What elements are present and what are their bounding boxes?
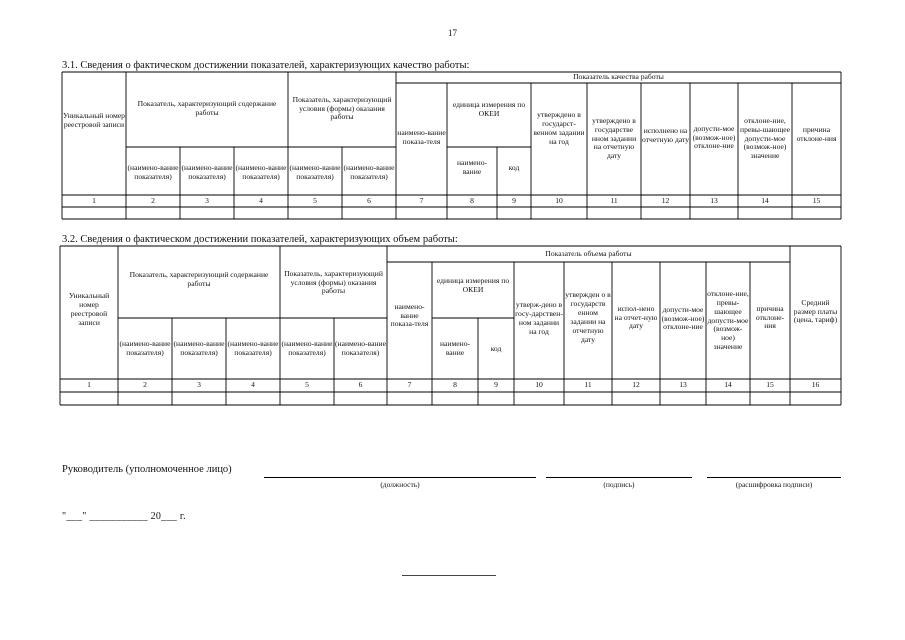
footnote-separator: [402, 575, 496, 576]
header-exceeding-deviation: отклоне-ние, превы-шающее допусти-мое (возмож-ное) значение: [740, 115, 790, 161]
col-num: 5: [305, 380, 309, 390]
header-okei-code: код: [490, 343, 502, 353]
header-indicator-name: наимено-вание показа-теля: [390, 301, 429, 329]
header-volume-group: Показатель объема работы: [545, 249, 632, 259]
header-sub-conditions-1: (наимено-вание показателя): [281, 339, 333, 357]
signature-label: Руководитель (уполномоченное лицо): [62, 464, 232, 475]
header-okei: единица измерения по ОКЕИ: [452, 100, 526, 118]
header-unique-number: Уникальный номер реестровой записи: [63, 111, 125, 129]
col-num: 13: [710, 195, 718, 205]
date-line: "___" ___________ 20___ г.: [62, 511, 186, 522]
signature-caption: (подпись): [603, 480, 635, 489]
col-num: 14: [724, 380, 732, 390]
header-executed: исполнено на отчетную дату: [642, 126, 689, 144]
header-sub-conditions-1: (наимено-вание показателя): [289, 163, 341, 181]
header-sub-content-1: (наимено-вание показателя): [119, 339, 171, 357]
header-approved-period: утверждено в государстве нном задании на отчетную дату: [591, 115, 637, 161]
header-executed: испол-нено на отчет-ную дату: [614, 303, 658, 331]
col-num: 16: [811, 380, 820, 390]
decoding-caption: (расшифровка подписи): [735, 480, 813, 489]
header-conditions-indicator: Показатель, характеризующий условия (формы) оказания работы: [292, 94, 392, 122]
header-conditions-indicator: Показатель, характеризующий условия (формы) оказания работы: [284, 268, 383, 296]
header-okei-name: наимено-вание: [456, 158, 488, 176]
position-caption: (должность): [380, 480, 420, 489]
header-allowed-deviation: допусти-мое (возмож-ное) отклоне-ние: [692, 123, 736, 151]
col-num: 2: [151, 195, 155, 205]
col-num: 10: [535, 380, 543, 390]
signature-line: [546, 477, 692, 478]
header-approved-year: утверж-дено в госу-дарствен-ном задании на год: [515, 300, 563, 336]
header-sub-content-3: (наимено-вание показателя): [235, 163, 287, 181]
decoding-line: [707, 477, 841, 478]
col-num: 12: [632, 380, 640, 390]
col-num: 12: [661, 195, 670, 205]
col-num: 11: [610, 195, 618, 205]
header-indicator-name: наимено-вание показа-теля: [397, 128, 446, 146]
col-num: 7: [419, 195, 424, 205]
col-num: 8: [453, 380, 457, 390]
header-sub-content-3: (наимено-вание показателя): [227, 339, 279, 357]
header-exceeding-deviation: отклоне-ние, превы-шающее допусти-мое (возмож-ное) значение: [707, 288, 749, 352]
col-num: 1: [92, 195, 96, 205]
col-num: 8: [470, 195, 474, 205]
col-num: 6: [367, 195, 371, 205]
col-num: 3: [205, 195, 209, 205]
col-num: 3: [197, 380, 201, 390]
header-approved-year: утверждено в государст-венном задании на год: [533, 110, 585, 146]
col-num: 7: [407, 380, 412, 390]
col-num: 15: [766, 380, 774, 390]
col-num: 9: [494, 380, 498, 390]
header-content-indicator: Показатель, характеризующий содержание работы: [137, 99, 277, 117]
col-num: 5: [313, 195, 317, 205]
header-sub-content-2: (наимено-вание показателя): [181, 163, 233, 181]
header-average-fee: Средний размер платы (цена, тариф): [793, 297, 838, 325]
header-reason: причина отклоне-ния: [755, 303, 785, 331]
section-1-title: 3.1. Сведения о фактическом достижении показателей, характеризующих качество работы:: [62, 60, 470, 71]
header-sub-content-2: (наимено-вание показателя): [173, 339, 225, 357]
col-num: 4: [259, 195, 263, 205]
col-num: 1: [87, 380, 91, 390]
col-num: 15: [812, 195, 821, 205]
col-num: 6: [358, 380, 363, 390]
header-okei: единица измерения по ОКЕИ: [436, 276, 510, 294]
col-num: 10: [555, 195, 563, 205]
header-unique-number: Уникальный номер реестровой записи: [68, 291, 110, 327]
header-approved-period: утвержден о в государств енном задании на отчетную дату: [565, 290, 611, 344]
col-num: 9: [512, 195, 516, 205]
header-okei-code: код: [508, 162, 520, 172]
header-okei-name: наимено-вание: [439, 339, 471, 357]
header-allowed-deviation: допусти-мое (возмож-ное) отклоне-ние: [661, 304, 705, 332]
header-quality-group: Показатель качества работы: [573, 72, 664, 82]
col-num: 4: [251, 380, 255, 390]
header-sub-conditions-2: (наимено-вание показателя): [335, 339, 386, 357]
col-num: 2: [143, 380, 147, 390]
section-2-title: 3.2. Сведения о фактическом достижении показателей, характеризующих объем работы:: [62, 234, 458, 245]
page-number: 17: [448, 28, 457, 38]
header-sub-conditions-2: (наимено-вание показателя): [343, 163, 395, 181]
col-num: 13: [679, 380, 687, 390]
header-sub-content-1: (наимено-вание показателя): [127, 163, 179, 181]
header-content-indicator: Показатель, характеризующий содержание работы: [129, 270, 269, 288]
position-line: [264, 477, 536, 478]
col-num: 11: [584, 380, 592, 390]
col-num: 14: [761, 195, 769, 205]
header-reason: причина отклоне-ния: [796, 125, 837, 143]
